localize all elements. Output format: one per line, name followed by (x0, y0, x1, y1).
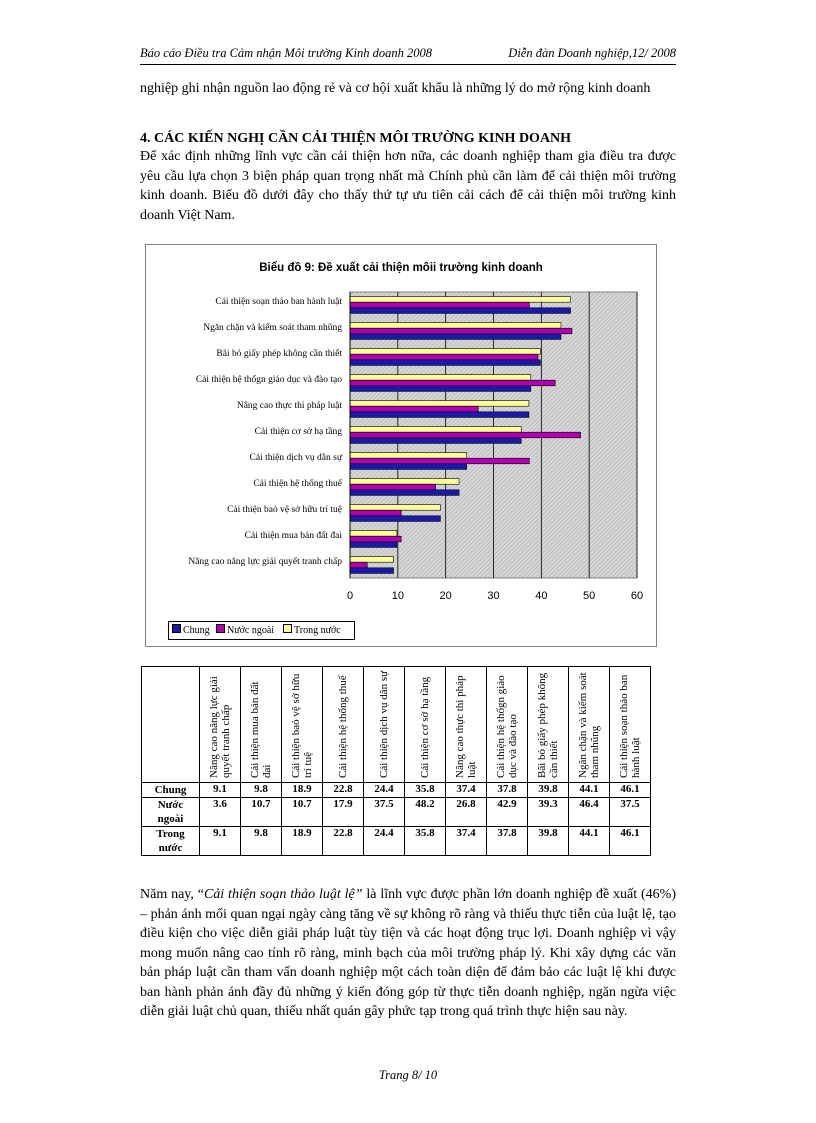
table-cell: 9.1 (200, 827, 241, 856)
row-label: Chung (142, 783, 200, 798)
table-cell: 10.7 (241, 798, 282, 827)
column-header-label: Nâng cao thực thi pháp luật (454, 675, 478, 778)
column-header-label: Ngăn chặn và kiểm soát tham nhũng (577, 672, 601, 778)
category-label: Cải thiện soạn thảo ban hành luật (215, 297, 342, 307)
x-tick-label: 20 (439, 590, 452, 602)
column-header (241, 667, 282, 783)
chart-legend (168, 621, 355, 640)
legend-swatch-trong-nuoc (283, 624, 292, 633)
table-cell: 37.4 (446, 783, 487, 798)
conclusion-body: là lĩnh vực được phần lớn doanh nghiệp đề xuất (46%) – phản ánh mối quan ngại ngày càng tăng về sự không rõ ràng và thiếu thực tiễn của luật lệ, tạo điều kiện cho việc diễn giải pháp luật tùy tiện và các hoạt động trục lợi. Doanh nghiệp vì vậy mong muốn nâng cao tính rõ ràng, minh bạch của môi trường pháp lý. Khi xây dựng các văn bản pháp luật cần tham vấn doanh nghiệp một cách toàn diện để đảm bảo các luật lệ khi được ban hành phản ánh đầy đủ những ý kiến đóng góp từ thực tiễn doanh nghiệp, ngăn ngừa việc diễn giải luật chủ quan, thiếu nhất quán gây phức tạp trong quá trình thực hiện sau này. (140, 887, 677, 1019)
data-table (141, 666, 651, 856)
table-row (142, 827, 651, 856)
conclusion-paragraph (140, 885, 676, 1022)
table-cell: 9.8 (241, 827, 282, 856)
column-header-label: Bãi bỏ giấy phép không cần thiết (536, 672, 560, 778)
table-cell: 39.8 (528, 783, 569, 798)
x-tick-label: 60 (630, 590, 644, 602)
bar-chart (146, 245, 656, 646)
bar-trong-nước (350, 427, 521, 433)
legend-label-nuoc-ngoai: Nước ngoài (227, 625, 275, 636)
page-number: Trang 8/ 10 (378, 1068, 438, 1082)
category-label: Cải thiện baỏ vệ sở hữu trí tuệ (227, 505, 342, 515)
legend-swatch-nuoc-ngoai (216, 624, 225, 633)
page-header (140, 46, 676, 65)
column-header-label: Nâng cao năng lực giải quyết tranh chấp (208, 676, 232, 778)
bar-nước-ngoài (350, 510, 401, 516)
table-cell: 39.8 (528, 827, 569, 856)
header-report-title: Báo cáo Điều tra Cảm nhận Môi trường Kinh doanh 2008 (140, 46, 432, 60)
conclusion-quote: Cải thiện soạn thảo luật lệ” (203, 887, 363, 902)
table-cell: 10.7 (282, 798, 323, 827)
bar-chung (350, 464, 467, 470)
table-cell: 3.6 (200, 798, 241, 827)
category-label: Năng cao năng lực giải quyết tranh chấp (188, 557, 342, 567)
x-tick-label: 50 (583, 590, 596, 602)
column-header (610, 667, 651, 783)
column-header (487, 667, 528, 783)
category-label: Cải thiện dịch vụ dân sự (249, 453, 342, 463)
table-cell: 17.9 (323, 798, 364, 827)
table-cell: 35.8 (405, 827, 446, 856)
category-label: Ngăn chặn và kiểm soát tham nhũng (203, 323, 342, 333)
table-cell: 46.1 (610, 783, 651, 798)
table-cell: 39.3 (528, 798, 569, 827)
column-header (528, 667, 569, 783)
bar-trong-nước (350, 505, 440, 511)
bar-trong-nước (350, 323, 561, 329)
column-header-label: Cải thiện mua bán đất đai (249, 681, 273, 778)
section-paragraph: Để xác định những lĩnh vực cần cải thiện hơn nữa, các doanh nghiệp tham gia điều tra được yêu cầu lựa chọn 3 biện pháp quan trọng nhất mà Chính phủ cần làm để cải thiện môi trường kinh doanh. Biểu đồ dưới đây cho thấy thứ tự ưu tiên cải cách để cải thiện môi trường kinh doanh Việt Nam. (140, 149, 676, 223)
bar-chung (350, 542, 397, 548)
table-cell: 24.4 (364, 783, 405, 798)
column-header-label: Cải thiện baỏ vệ sở hữu trí tuệ (290, 673, 314, 778)
table-cell: 22.8 (323, 827, 364, 856)
intro-paragraph: nghiệp ghi nhận nguồn lao động rẻ và cơ hội xuất khẩu là những lý do mở rộng kinh doanh (140, 81, 651, 96)
bar-nước-ngoài (350, 406, 478, 412)
table-cell: 26.8 (446, 798, 487, 827)
table-cell: 37.5 (610, 798, 651, 827)
table-cell: 42.9 (487, 798, 528, 827)
table-cell: 37.4 (446, 827, 487, 856)
category-label: Cải thiện hệ thốgn giáo dục và đào tạo (195, 375, 342, 385)
section-heading: 4. CÁC KIẾN NGHỊ CẦN CẢI THIỆN MÔI TRƯỜNG KINH DOANH (140, 131, 572, 146)
bar-nước-ngoài (350, 380, 555, 386)
x-tick-label: 10 (391, 590, 404, 602)
bar-trong-nước (350, 375, 531, 381)
bar-nước-ngoài (350, 354, 538, 360)
table-cell: 18.9 (282, 827, 323, 856)
table-cell: 46.4 (569, 798, 610, 827)
column-header (569, 667, 610, 783)
legend-swatch-chung (172, 624, 181, 633)
column-header-label: Cải thiện hệ thống thuế (337, 675, 349, 778)
table-cell: 37.8 (487, 783, 528, 798)
table-cell: 24.4 (364, 827, 405, 856)
bar-chung (350, 334, 561, 340)
row-label: Trong nước (142, 827, 200, 856)
x-tick-label: 30 (487, 590, 500, 602)
category-label: Bãi bỏ giấy phép không cần thiết (216, 349, 342, 359)
column-header (364, 667, 405, 783)
bar-chung (350, 386, 531, 392)
column-header (446, 667, 487, 783)
bar-nước-ngoài (350, 302, 529, 308)
bar-trong-nước (350, 349, 540, 355)
category-label: Cải thiện hệ thống thuế (253, 479, 342, 489)
chart-title: Biểu đồ 9: Đề xuất cải thiện môii trường kinh doanh (259, 262, 543, 274)
bar-trong-nước (350, 557, 394, 563)
table-corner-cell (142, 667, 200, 783)
bar-trong-nước (350, 453, 467, 459)
column-header-label: Cải thiện soạn thảo ban hành luật (618, 674, 642, 778)
conclusion-lead: Năm nay, “ (140, 887, 204, 902)
bar-nước-ngoài (350, 458, 529, 464)
bar-nước-ngoài (350, 432, 581, 438)
bar-chung (350, 568, 394, 574)
legend-item-trong-nuoc (283, 624, 341, 636)
bar-chung (350, 412, 529, 418)
bar-nước-ngoài (350, 562, 367, 568)
column-header (405, 667, 446, 783)
x-tick-label: 40 (535, 590, 548, 602)
column-header (323, 667, 364, 783)
table-cell: 22.8 (323, 783, 364, 798)
bar-trong-nước (350, 479, 459, 485)
table-cell: 9.1 (200, 783, 241, 798)
legend-item-chung (172, 624, 210, 636)
bar-chung (350, 516, 440, 522)
header-publisher-date: Diễn đàn Doanh nghiệp,12/ 2008 (508, 46, 676, 60)
bar-trong-nước (350, 297, 571, 303)
bar-chung (350, 308, 571, 314)
category-label: Cải thiện cơ sở hạ tầng (254, 427, 342, 437)
bar-nước-ngoài (350, 328, 572, 334)
bar-nước-ngoài (350, 484, 436, 490)
bar-chung (350, 438, 521, 444)
table-header-row (142, 667, 651, 783)
column-header-label: Cải thiện cơ sở hạ tầng (419, 676, 431, 778)
column-header (282, 667, 323, 783)
row-label: Nước ngoài (142, 798, 200, 827)
table-row (142, 783, 651, 798)
table-cell: 37.8 (487, 827, 528, 856)
table-row (142, 798, 651, 827)
table-cell: 44.1 (569, 783, 610, 798)
legend-label-trong-nuoc: Trong nước (294, 625, 341, 636)
bar-trong-nước (350, 401, 529, 407)
table-cell: 48.2 (405, 798, 446, 827)
category-label: Nâng cao thực thi pháp luật (236, 401, 342, 411)
bar-chung (350, 490, 459, 496)
legend-label-chung: Chung (183, 625, 210, 636)
legend-item-nuoc-ngoai (216, 624, 274, 636)
bar-nước-ngoài (350, 536, 401, 542)
table-cell: 44.1 (569, 827, 610, 856)
bar-chung (350, 360, 540, 366)
chart-frame (145, 244, 657, 647)
table-cell: 9.8 (241, 783, 282, 798)
table-cell: 46.1 (610, 827, 651, 856)
table-cell: 35.8 (405, 783, 446, 798)
x-tick-label: 0 (346, 590, 354, 602)
column-header-label: Cải thiện hệ thốgn giáo dục và đào tạo (495, 675, 519, 778)
column-header-label: Cải thiện dịch vụ dân sự (378, 670, 390, 778)
table-cell: 37.5 (364, 798, 405, 827)
table-cell: 18.9 (282, 783, 323, 798)
bar-trong-nước (350, 531, 397, 537)
column-header (200, 667, 241, 783)
category-label: Cải thiện mua bán đất đai (244, 531, 342, 541)
